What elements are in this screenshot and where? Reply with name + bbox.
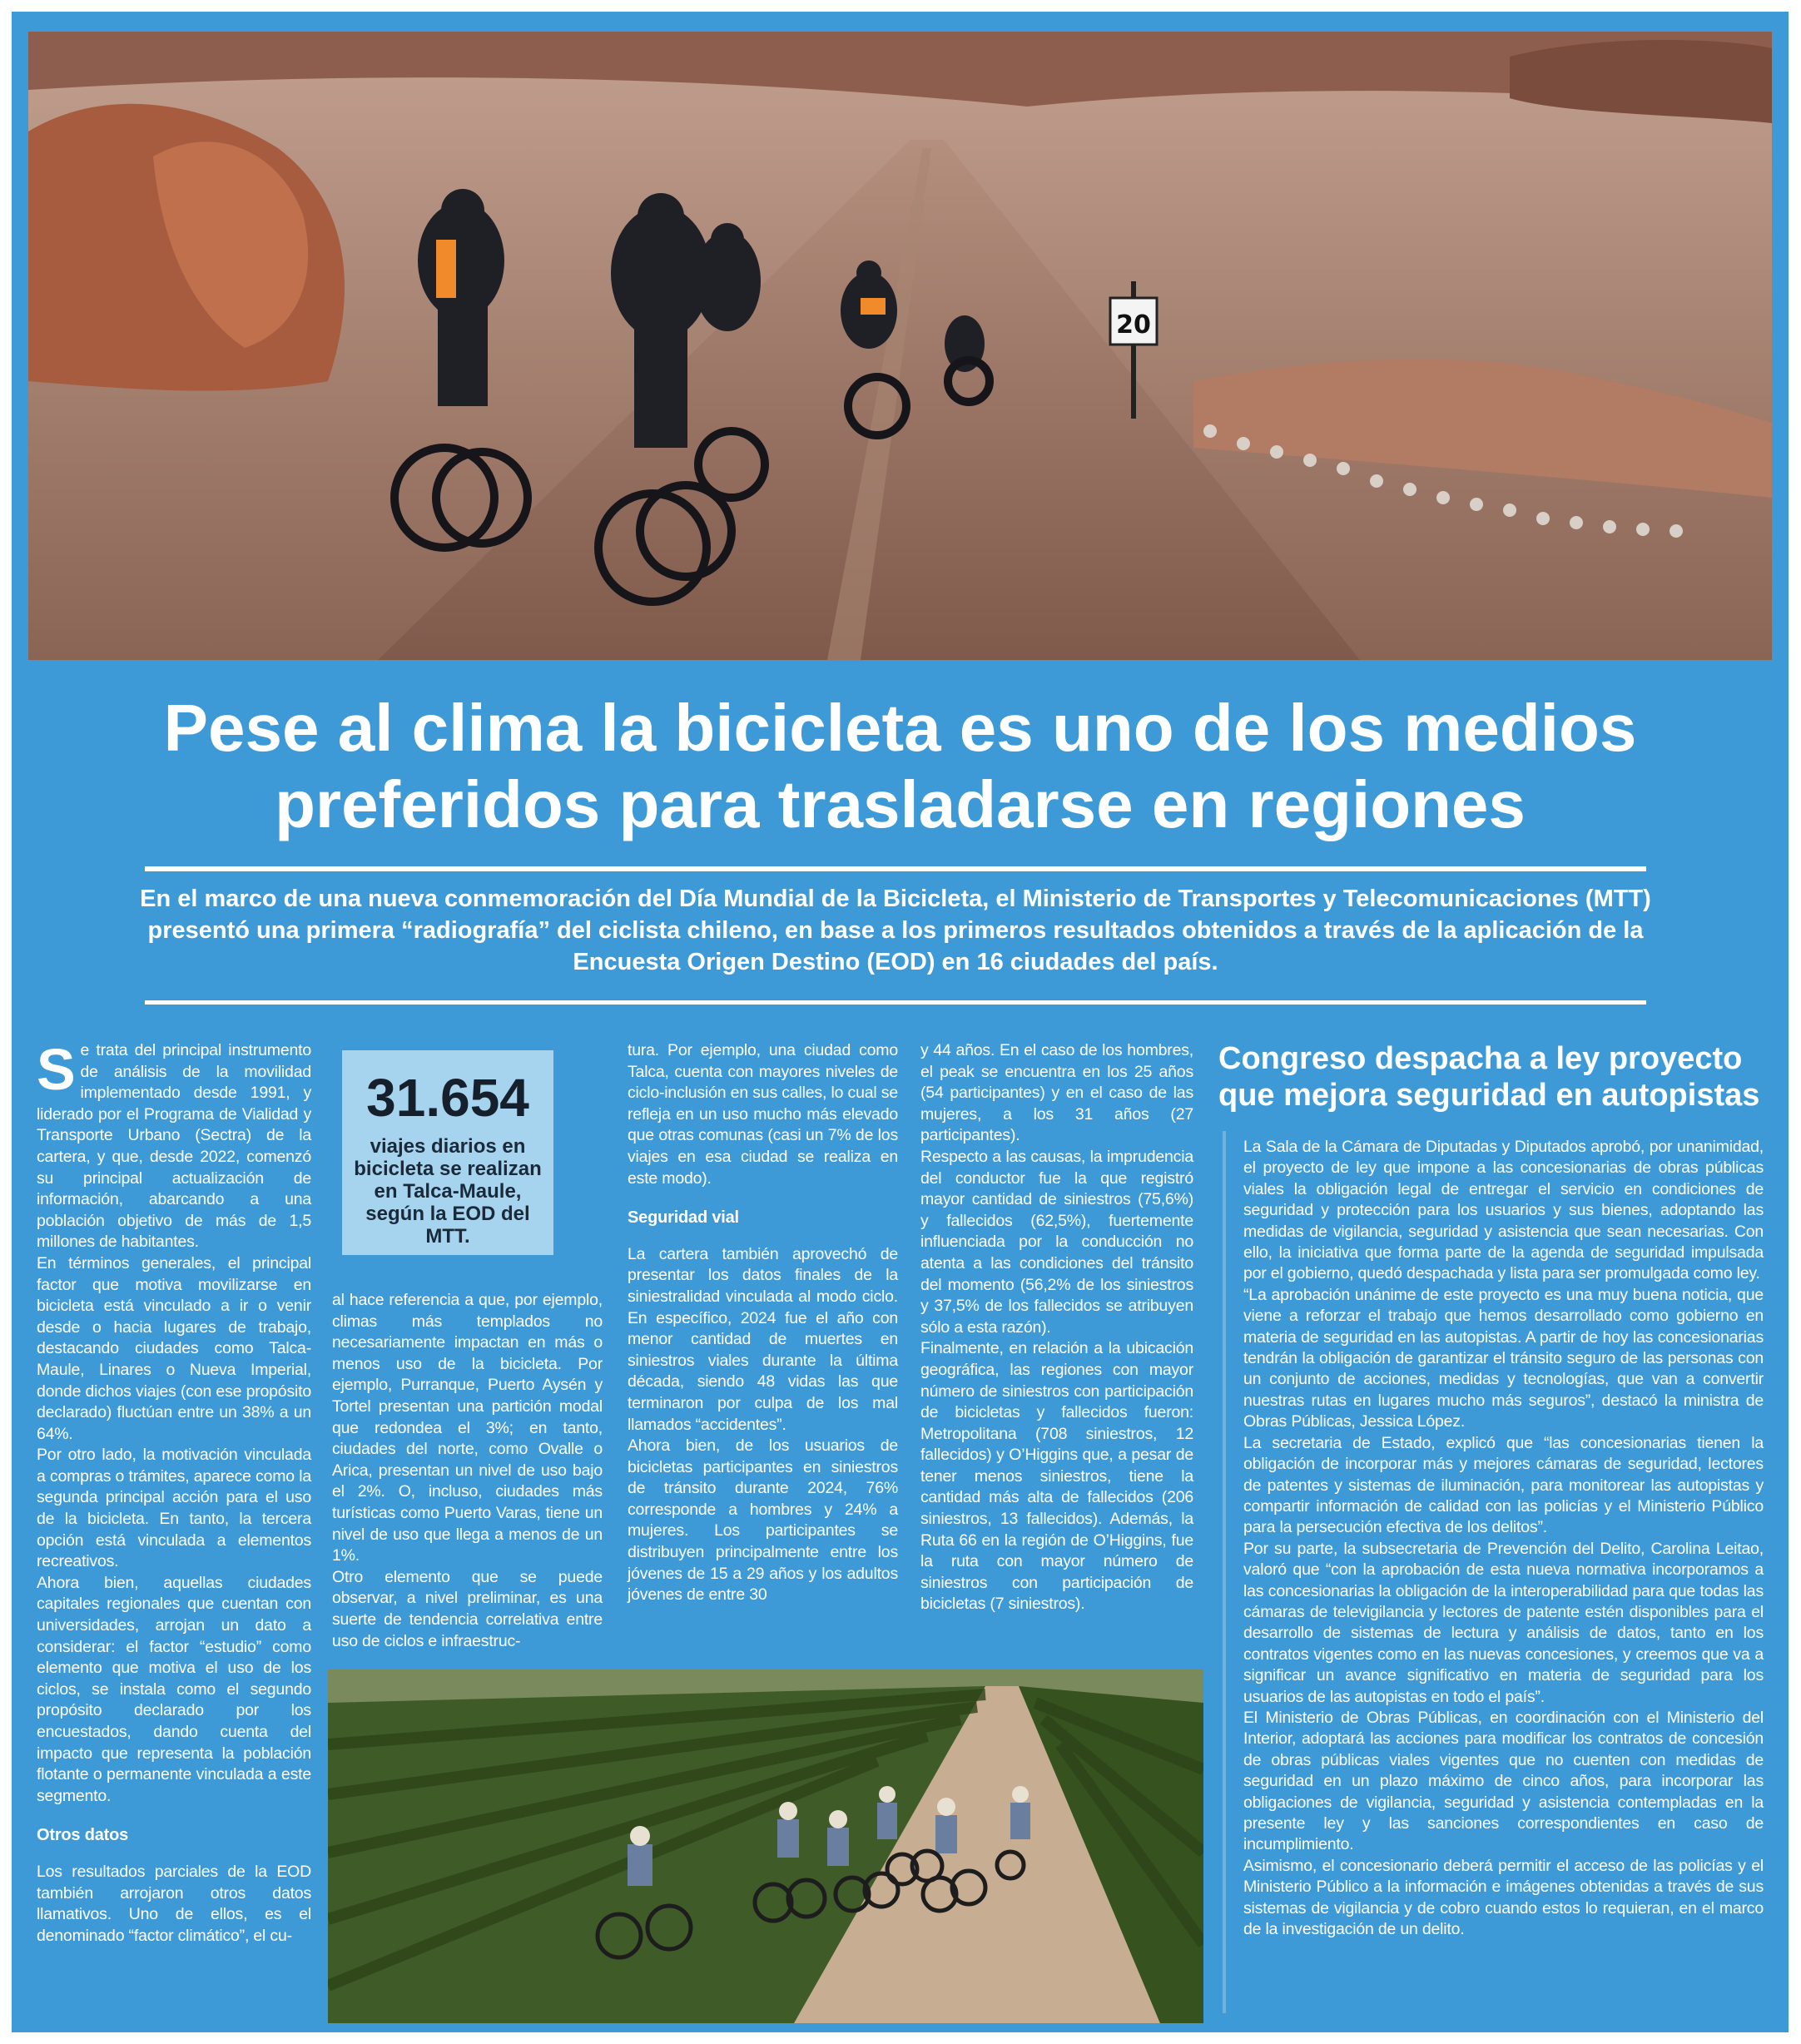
subheading-otros-datos: Otros datos [37,1826,129,1845]
vineyard-cyclists-photo [328,1669,1203,2023]
paragraph: La cartera también aprovechó de presentar los datos finales de la siniestralidad vinculada al modo ciclo. En específico, 2024 fue el año con menor cantidad de muertes en siniestros viales durante la última década, siendo 48 vidas las que terminaron por culpa de los mal llamados “accidentes”. [628,1244,898,1434]
paragraph: Ahora bien, aquellas ciudades capitales regionales que cuentan con universidades, arrojan un dato a considerar: el factor “estudio” como elemento que motiva el uso de los ciclos, se instala como el segundo propósito declarado por los encuestados, dando cuenta del impacto que representa la población flotante o permanente vinculada a este segmento. [37,1573,311,1805]
sidebar-body [1243,1137,1764,1940]
paragraph: En términos generales, el principal factor que motiva movilizarse en bicicleta está vinculado a ir o venir desde o hacia lugares de trabajo, destacando ciudades como Talca-Maule, Linares o Nueva Imperial, donde dichos viajes (con ese propósito declarado) fluctúan entre un 38% a un 64%. [37,1253,311,1443]
stat-number: 31.654 [366,1068,529,1128]
vineyard-illustration [328,1669,1203,2023]
paragraph: al hace referencia a que, por ejemplo, climas más templados no necesariamente impactan en más o menos uso de la bicicleta. Por ejemplo, Purranque, Puerto Aysén y Tortel presentan una partición modal que redondea el 3%; en tanto, ciudades del norte, como Ovalle o Arica, presentan un nivel de uso bajo el 2%. O, incluso, ciudades más turísticas como Puerto Varas, tiene un nivel de uso que llega a menos de un 1%. [332,1291,603,1565]
article-headline: Pese al clima la bicicleta es uno de los medios preferidos para trasladarse en regiones [163,691,1637,841]
paragraph: La Sala de la Cámara de Diputadas y Diputados aprobó, por unanimidad, el proyecto de ley que impone a las concesionarias de obras públicas viales la obligación legal de entregar el servicio en condiciones de seguridad y protección para los usuarios y sus bienes, adoptando las medidas de vigilancia, seguridad y asistencia que sean necesarias. Con ello, la iniciativa que forma parte de la agenda de seguridad impulsada por el gobierno, quedó despachada y lista para ser promulgada como ley. [1243,1138,1764,1283]
paragraph: Los resultados parciales de la EOD también arrojaron otros datos llamativos. Uno de ellos, es el denominado “factor climático”, el cu- [37,1862,311,1945]
divider-top [145,866,1646,871]
article-column-3 [628,1040,898,1606]
divider-bottom [145,1000,1646,1005]
paragraph: Por otro lado, la motivación vinculada a compras o trámites, aparece como la segunda principal acción para el uso de la bicicleta. En tanto, la tercera opción está vinculada a elementos recreativos. [37,1446,311,1571]
paragraph: Respecto a las causas, la imprudencia del conductor fue la que registró mayor cantidad de siniestros (75,6%) y fallecidos (62,5%), fuertemente influenciada por la conducción no atenta a las condiciones del tránsito del momento (56,2% de los siniestros y 37,5% de los fallecidos se atribuyen sólo a esta razón). [920,1147,1193,1337]
paragraph: La secretaria de Estado, explicó que “las concesionarias tienen la obligación de incorporar más y mejores cámaras de seguridad, lectores de patentes y sistemas de iluminación, para monitorear las autopistas y compartir información de calidad con las policías y el Ministerio Público para la persecución efectiva de los delitos”. [1243,1433,1764,1537]
paragraph: Ahora bien, de los usuarios de bicicletas participantes en siniestros de tránsito durante 2024, 76% corresponde a hombres y 24% a mujeres. Los participantes se distribuyen principalmente entre los jóvenes de 15 a 29 años y los adultos jóvenes de entre 30 [628,1436,898,1605]
stat-callout [332,1040,563,1265]
sidebar-headline: Congreso despacha a ley proyecto que mejora seguridad en autopistas [1218,1041,1760,1113]
paragraph: Por su parte, la subsecretaria de Prevención del Delito, Carolina Leitao, valoró que “con la aprobación de esta nueva normativa incorporamos a las concesionarias la obligación de la interoperabilidad para que todas las cámaras de televigilancia y lectores de patente estén disponibles para el desarrollo de sistemas de lectura y análisis de datos, tanto en los contratos vigentes como en las nuevas concesiones, y creemos que va a significar un avance significativo en materia de seguridad para los usuarios de las autopistas en todo el país”. [1243,1539,1764,1706]
hero-photo-cyclists-desert [28,32,1772,660]
paragraph: El Ministerio de Obras Públicas, en coordinación con el Ministerio del Interior, adoptará las acciones para modificar los contratos de concesión de obras públicas viales vigentes que no cuenten con medidas de seguridad en un plazo máximo de cinco años, para incorporar las obligaciones de vigilancia, seguridad y asistencia contempladas en la presente ley y las sanciones correspondientes en caso de incumplimiento. [1243,1708,1764,1854]
paragraph: y 44 años. En el caso de los hombres, el peak se encuentra en los 25 años (54 participantes) y en el caso de las mujeres, a los 31 años (27 participantes). [920,1041,1193,1145]
paragraph: e trata del principal instrumento de análisis de la movilidad implementado desde 1991, y liderado por el Programa de Vialidad y Transporte Urbano (Sectra) de la cartera, y que, desde 2022, comenzó su principal actualización de información, abarcando a una población objetivo de más de 1,5 millones de habitantes. [37,1041,311,1252]
desert-road-illustration [28,32,1772,660]
paragraph: Asimismo, el concesionario deberá permitir el acceso de las policías y el Ministerio Público a la información e imágenes obtenidas a través de sus sistemas de vigilancia y de cobro cuando estos lo requieran, en el marco de la investigación de un delito. [1243,1856,1764,1939]
drop-cap: S [37,1037,76,1102]
newspaper-page [12,12,1789,2032]
paragraph: “La aprobación unánime de este proyecto es una muy buena noticia, que viene a reforzar el trabajo que hemos desarrollado como gobierno en materia de seguridad en las autopistas. A partir de hoy las concesionarias tendrán la obligación de garantizar el tránsito seguro de las personas con un conjunto de acciones, medidas y tecnologías, que van a convertir nuestras rutas en lugares mucho más seguros”, destacó la ministra de Obras Públicas, Jessica López. [1243,1285,1764,1431]
subheading-seguridad-vial: Seguridad vial [628,1208,739,1228]
article-column-1 [37,1037,311,1947]
paragraph: tura. Por ejemplo, una ciudad como Talca, cuenta con mayores niveles de ciclo-inclusión en sus calles, lo cual se refleja en un uso mucho más elevado que otras comunas (casi un 7% de los viajes en esa ciudad se realiza en este modo). [628,1041,898,1188]
article-column-2 [332,1290,603,1652]
paragraph: Otro elemento que se puede observar, a nivel preliminar, es una suerte de tendencia correlativa entre uso de ciclos e infraestruc- [332,1567,603,1650]
paragraph: Finalmente, en relación a la ubicación geográfica, las regiones con mayor número de siniestros con participación de bicicletas y fallecidos fueron: Metropolitana (708 siniestros, 12 fallecidos) y O’Higgins que, a pesar de tener menos siniestros, tiene la cantidad más alta de fallecidos (206 siniestros, 13 fallecidos). Además, la Ruta 66 en la región de O’Higgins, fue la ruta con mayor número de siniestros con participación de bicicletas (7 siniestros). [920,1339,1193,1614]
speed-sign-text: 20 [1116,310,1151,340]
article-column-4 [920,1040,1193,1615]
stat-description: viajes diarios en bicicleta se realizan en Talca-Maule, según la EOD del MTT. [354,1135,542,1248]
article-lead: En el marco de una nueva conmemoración del Día Mundial de la Bicicleta, el Ministerio de Transportes y Telecomunicaciones (MTT) presentó una primera “radiografía” del ciclista chileno, en base a los primeros resultados obtenidos a través de la aplicación de la Encuesta Origen Destino (EOD) en 16 ciudades del país. [140,886,1651,975]
sidebar-accent-bar [1223,1131,1226,2013]
